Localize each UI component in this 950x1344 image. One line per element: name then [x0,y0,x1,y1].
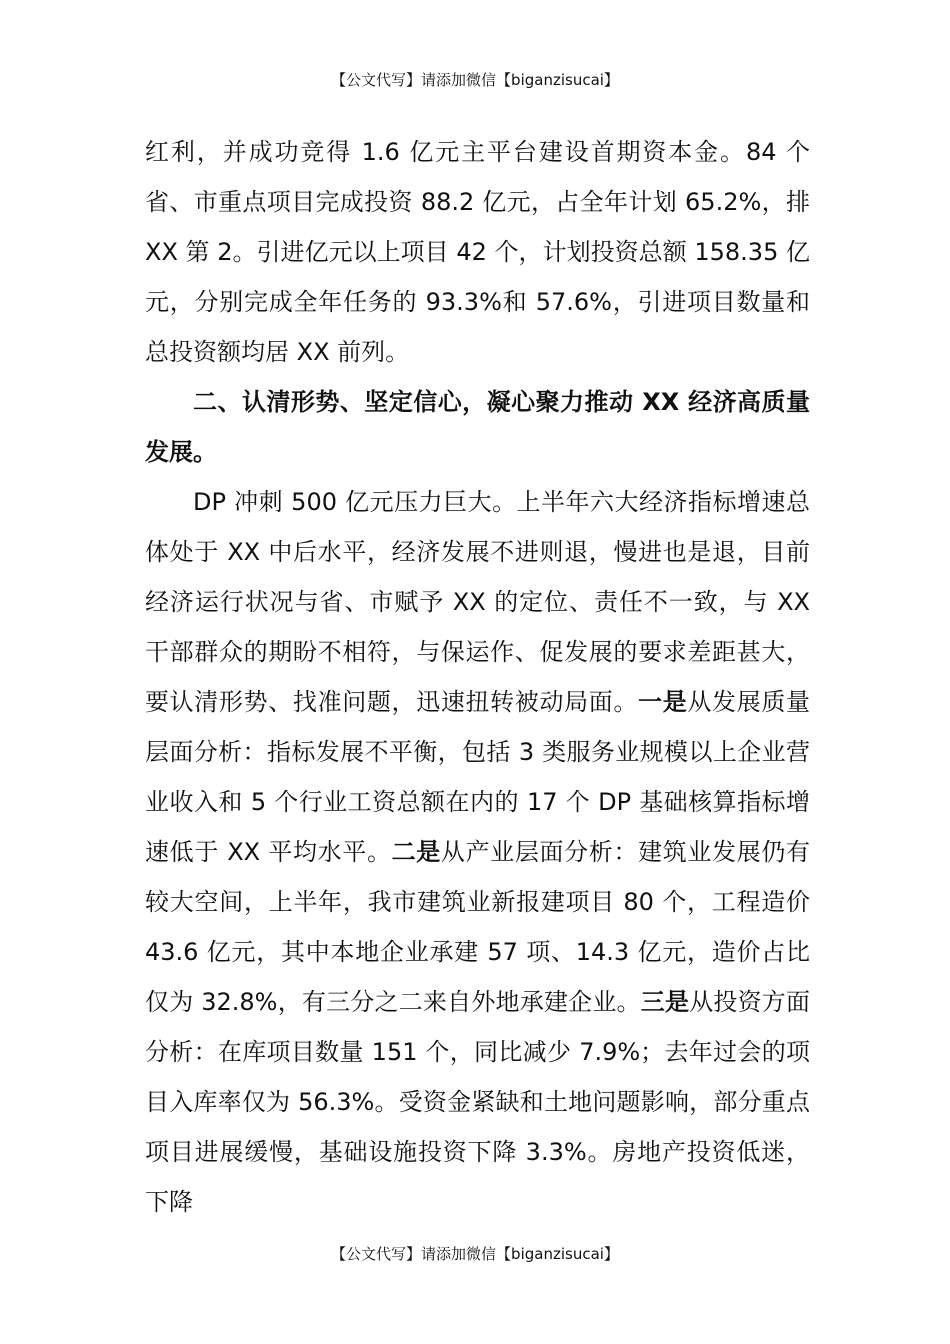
point-label-3: 三是 [640,988,690,1016]
point-text-1: 从发展质量层面分析：指标发展不平衡，包括 3 类服务业规模以上企业营业收入和 5 个行业工资总额在内的 17 个 DP 基础核算指标增速低于 XX 平均水平。 [145,688,811,866]
document-body [145,127,810,1227]
page-footer: 【公文代写】请添加微信【biganzisucai】 [331,1245,619,1263]
point-label-2: 二是 [391,838,441,866]
paragraph-intro: DP 冲刺 500 亿元压力巨大。上半年六大经济指标增速总体处于 XX 中后水平，经济发展不进则退，慢进也是退，目前经济运行状况与省、市赋予 XX 的定位、责任不一致，与 XX 干部群众的期盼不相符，与保运作、促发展的要求差距甚大，要认清形势、找准问题，迅速扭转被动局面。 [145,488,810,716]
section-heading-2: 二、认清形势、坚定信心，凝心聚力推动 XX 经济高质量发展。 [145,388,810,466]
paragraph-investment-summary: 红利，并成功竞得 1.6 亿元主平台建设首期资本金。84 个省、市重点项目完成投资 88.2 亿元，占全年计划 65.2%，排 XX 第 2。引进亿元以上项目 42 个，计划投资总额 158.35 亿元，分别完成全年任务的 93.3%和 57.6%，引进项目数量和总投资额均居 XX 前列。 [145,138,810,366]
point-text-2: 从产业层面分析：建筑业发展仍有较大空间，上半年，我市建筑业新报建项目 80 个，工程造价 43.6 亿元，其中本地企业承建 57 项、14.3 亿元，造价占比仅为 32.8%，有三分之二来自外地承建企业。 [145,838,810,1016]
point-text-3: 从投资方面分析：在库项目数量 151 个，同比减少 7.9%；去年过会的项目入库率仅为 56.3%。受资金紧缺和土地问题影响，部分重点项目进展缓慢，基础设施投资下降 3.3%。房地产投资低迷，下降 [145,988,811,1216]
paragraph-situation-analysis [145,477,810,1227]
page-header: 【公文代写】请添加微信【biganzisucai】 [331,71,619,89]
point-label-1: 一是 [638,688,688,716]
